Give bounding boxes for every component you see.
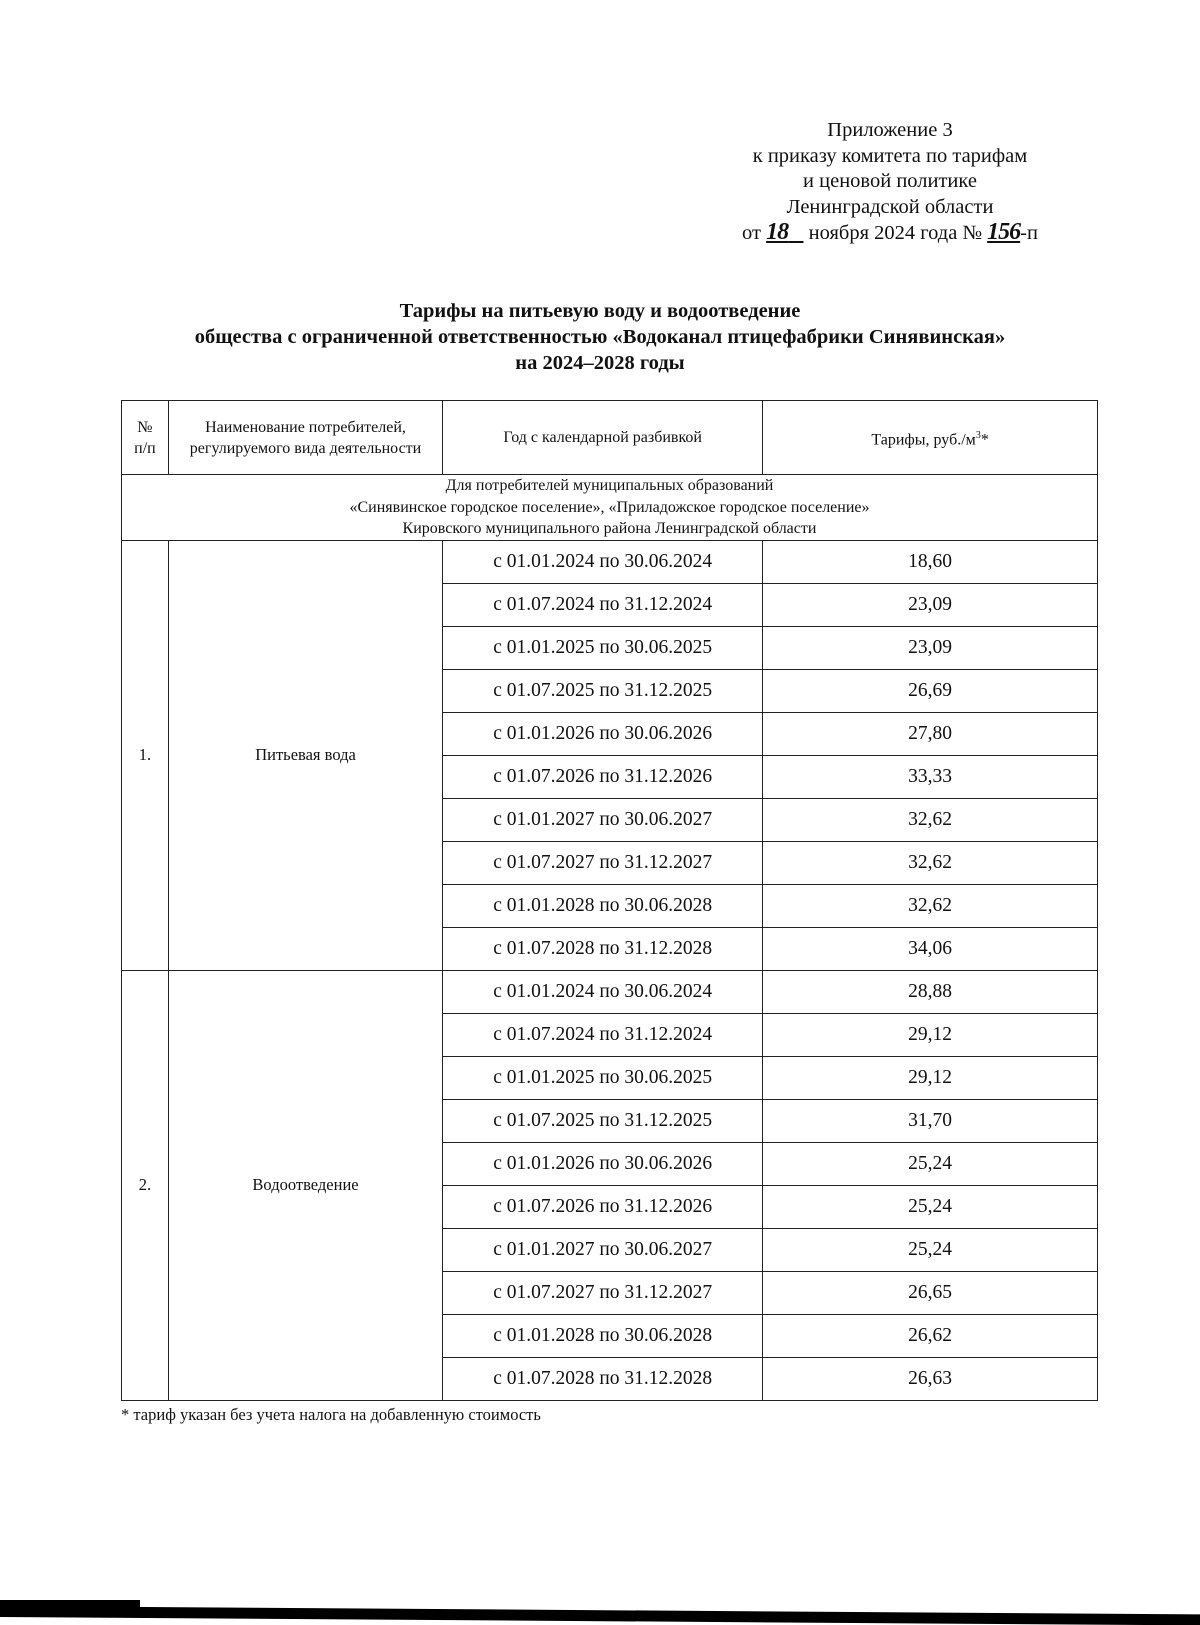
tariff-value-cell: 29,12	[763, 1013, 1098, 1056]
period-cell: с 01.01.2026 по 30.06.2026	[443, 1142, 763, 1185]
section-name: Питьевая вода	[168, 540, 442, 970]
annex-title: Приложение 3	[827, 119, 953, 141]
tariff-value-cell: 23,09	[763, 626, 1098, 669]
header-number: № п/п	[122, 401, 169, 475]
table-row	[122, 970, 1098, 1013]
tariff-value-cell: 28,88	[763, 970, 1098, 1013]
table-row	[122, 540, 1098, 583]
scan-edge	[0, 1606, 1200, 1625]
date-prefix: от	[742, 222, 761, 244]
header-tariff: Тарифы, $руб./м^3*$	[763, 401, 1098, 475]
handwritten-order-number: 156	[987, 219, 1021, 245]
tariff-value-cell: 18,60	[763, 540, 1098, 583]
annex-header	[700, 118, 1080, 247]
annex-order-ref: к приказу комитета по тарифам	[752, 144, 1028, 167]
period-cell: с 01.07.2026 по 31.12.2026	[443, 1185, 763, 1228]
period-cell: с 01.07.2025 по 31.12.2025	[443, 1099, 763, 1142]
date-rest: ноября 2024 года №	[808, 222, 983, 244]
period-cell: с 01.07.2024 по 31.12.2024	[443, 1013, 763, 1056]
period-cell: с 01.07.2026 по 31.12.2026	[443, 755, 763, 798]
period-cell: с 01.07.2024 по 31.12.2024	[443, 583, 763, 626]
period-cell: с 01.01.2028 по 30.06.2028	[443, 1314, 763, 1357]
period-cell: с 01.07.2025 по 31.12.2025	[443, 669, 763, 712]
group-description: Для потребителей муниципальных образований «Синявинское городское поселение», «Приладожское городское поселение» Кировского муниципального района Ленинградской области	[122, 475, 1098, 541]
section-number: 2.	[122, 970, 169, 1400]
tariff-value-cell: 25,24	[763, 1142, 1098, 1185]
period-cell: с 01.01.2027 по 30.06.2027	[443, 1228, 763, 1271]
period-cell: с 01.01.2024 по 30.06.2024	[443, 540, 763, 583]
tariff-value-cell: 27,80	[763, 712, 1098, 755]
tariff-value-cell: 32,62	[763, 798, 1098, 841]
tariff-value-cell: 23,09	[763, 583, 1098, 626]
period-cell: с 01.01.2024 по 30.06.2024	[443, 970, 763, 1013]
order-suffix: -п	[1020, 222, 1038, 244]
tariff-value-cell: 25,24	[763, 1185, 1098, 1228]
footnote: * тариф указан без учета налога на добавленную стоимость	[121, 1405, 541, 1424]
period-cell: с 01.01.2025 по 30.06.2025	[443, 626, 763, 669]
period-cell: с 01.01.2028 по 30.06.2028	[443, 884, 763, 927]
period-cell: с 01.01.2027 по 30.06.2027	[443, 798, 763, 841]
tariff-value-cell: 32,62	[763, 884, 1098, 927]
title-line-2: общества с ограниченной ответственностью «Водоканал птицефабрики Синявинская»	[194, 326, 1006, 348]
title-line-1: Тарифы на питьевую воду и водоотведение	[399, 300, 801, 322]
tariff-value-cell: 26,69	[763, 669, 1098, 712]
document-title	[120, 298, 1080, 376]
tariff-value-cell: 32,62	[763, 841, 1098, 884]
group-row	[122, 475, 1098, 541]
period-cell: с 01.07.2027 по 31.12.2027	[443, 841, 763, 884]
tariff-value-cell: 26,62	[763, 1314, 1098, 1357]
handwritten-day: 18	[766, 219, 789, 245]
annex-date-line	[700, 220, 1080, 247]
annex-committee: и ценовой политике	[803, 170, 977, 192]
section-number: 1.	[122, 540, 169, 970]
tariffs-table	[121, 400, 1098, 1401]
tariff-value-cell: 25,24	[763, 1228, 1098, 1271]
title-line-3: на 2024–2028 годы	[515, 352, 685, 374]
tariff-value-cell: 26,65	[763, 1271, 1098, 1314]
period-cell: с 01.01.2025 по 30.06.2025	[443, 1056, 763, 1099]
period-cell: с 01.07.2028 по 31.12.2028	[443, 1357, 763, 1400]
table-header-row	[122, 401, 1098, 475]
tariff-value-cell: 29,12	[763, 1056, 1098, 1099]
period-cell: с 01.07.2027 по 31.12.2027	[443, 1271, 763, 1314]
section-name: Водоотведение	[168, 970, 442, 1400]
period-cell: с 01.01.2026 по 30.06.2026	[443, 712, 763, 755]
header-name: Наименование потребителей, регулируемого вида деятельности	[168, 401, 442, 475]
tariff-value-cell: 33,33	[763, 755, 1098, 798]
tariff-value-cell: 31,70	[763, 1099, 1098, 1142]
period-cell: с 01.07.2028 по 31.12.2028	[443, 927, 763, 970]
tariff-value-cell: 26,63	[763, 1357, 1098, 1400]
header-period: Год с календарной разбивкой	[443, 401, 763, 475]
annex-region: Ленинградской области	[786, 195, 994, 218]
tariff-value-cell: 34,06	[763, 927, 1098, 970]
